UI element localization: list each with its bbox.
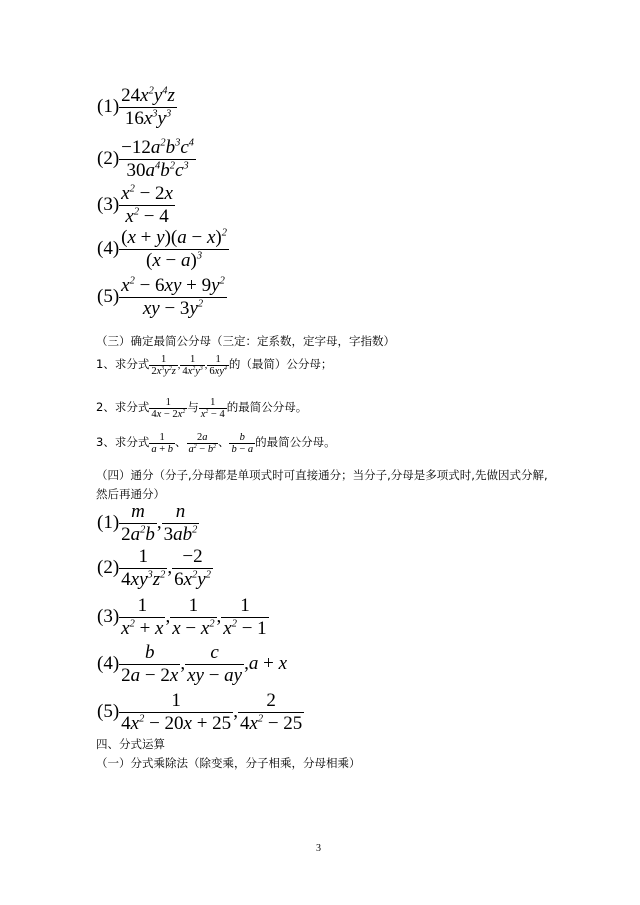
fraction: $\frac{m}{2a^2b}$ (121, 501, 155, 545)
item-label: (3) (97, 605, 120, 627)
fraction: $\frac{1}{x - x^2}$ (172, 595, 215, 639)
item-label: (5) (97, 285, 120, 307)
fraction: $\frac{b}{2a - 2x}$ (121, 642, 179, 686)
fraction: $\frac{1}{4x - 2x^2}$ (151, 397, 186, 420)
fraction: $\frac{1}{a + b}$ (151, 432, 173, 455)
page-number: 3 (316, 843, 321, 854)
question-prefix: 2、求分式 (96, 399, 150, 414)
simplify-item-2 (97, 137, 196, 182)
question-suffix: 的最简公分母。 (255, 434, 336, 449)
fraction: $\frac{b}{b - a}$ (231, 432, 254, 455)
simplify-item-4 (97, 227, 229, 272)
section3-question-1: 1、求分式 $\frac{1}{2x^3y^2z}$ , $\frac{1}{4x^2y^3}$ , $\frac{1}{6xy^4}$ 的（最简）公分母； (96, 354, 333, 377)
fraction: $\frac{1}{x^2 + x}$ (121, 595, 164, 639)
fraction: $\frac{1}{4xy^3z^2}$ (121, 546, 166, 590)
fraction: $\frac{2}{4x^2 - 25}$ (239, 690, 303, 734)
item-label: (1) (97, 511, 120, 533)
fraction: $\frac{-2}{6x^2y^2}$ (174, 546, 211, 590)
item-label: (5) (97, 700, 120, 722)
item-label: (2) (97, 556, 120, 578)
item-label: (3) (97, 193, 120, 215)
item-label: (4) (97, 237, 120, 259)
fraction: $\frac{x^2 - 6xy + 9y^2}{xy - 3y^2}$ (121, 275, 225, 319)
part4-heading: 四、分式运算 (96, 737, 165, 751)
simplify-item-3 (97, 183, 175, 228)
fraction: $\frac{1}{x^2 - 4}$ (200, 397, 225, 420)
common-denominator-item-2: (2) $\frac{1}{4xy^3z^2}$ , $\frac{-2}{6x^2y^2}$ (97, 546, 211, 590)
part4-sub-heading: （一）分式乘除法（除变乘，分子相乘，分母相乘） (96, 756, 361, 770)
fraction: $\frac{(x + y)(a - x)^2}{(x - a)^3}$ (121, 227, 227, 271)
section4-heading-line2: 然后再通分） (96, 487, 165, 501)
question-prefix: 3、求分式 (96, 434, 150, 449)
simplify-item-5 (97, 275, 227, 320)
question-suffix: 的最简公分母。 (226, 399, 308, 414)
section3-question-2 (96, 397, 307, 420)
fraction: $\frac{2a}{a^2 - b^2}$ (188, 432, 216, 455)
common-denominator-item-4: (4) $\frac{b}{2a - 2x}$ , $\frac{c}{xy - ay}$ ,a + x (97, 642, 287, 686)
fraction: $\frac{1}{6xy^4}$ (209, 354, 227, 377)
fraction: $\frac{1}{4x^2 - 20x + 25}$ (121, 690, 232, 734)
question-suffix: 的（最简）公分母； (228, 356, 333, 371)
question-mid: 与 (187, 399, 199, 414)
section3-heading: （三）确定最简公分母（三定：定系数，定字母，字指数） (96, 334, 395, 348)
section3-question-3: 3、求分式 $\frac{1}{a + b}$ 、 $\frac{2a}{a^2 - b^2}$ 、 $\frac{b}{b - a}$ 的最简公分母。 (96, 432, 336, 455)
section4-heading-line1: （四）通分（分子,分母都是单项式时可直接通分；当分子,分母是多项式时,先做因式分解, (96, 468, 548, 482)
fraction: $\frac{1}{2x^3y^2z}$ (151, 354, 176, 377)
fraction: $\frac{c}{xy - ay}$ (187, 642, 243, 686)
item-label: (4) (97, 652, 120, 674)
fraction: $\frac{1}{x^2 - 1}$ (223, 595, 267, 639)
fraction: $\frac{1}{4x^2y^3}$ (182, 354, 203, 377)
fraction: $\frac{x^2 - 2x}{x^2 - 4}$ (121, 183, 173, 227)
fraction: $\frac{n}{3ab^2}$ (163, 501, 198, 545)
common-denominator-item-3: (3) $\frac{1}{x^2 + x}$ , $\frac{1}{x - x^2}$ , $\frac{1}{x^2 - 1}$ (97, 595, 267, 639)
item-label: (1) (97, 95, 120, 117)
common-denominator-item-1: (1) $\frac{m}{2a^2b}$ , $\frac{n}{3ab^2}$ (97, 501, 198, 545)
fraction: $\frac{24x^2y^4z}{16x^3y^3}$ (121, 85, 175, 129)
common-denominator-item-5: (5) $\frac{1}{4x^2 - 20x + 25}$ , $\frac{2}{4x^2 - 25}$ (97, 690, 303, 734)
fraction: $\frac{-12a^2b^3c^4}{30a^4b^2c^3}$ (121, 137, 194, 181)
simplify-item-1 (97, 85, 177, 130)
question-prefix: 1、求分式 (96, 356, 150, 371)
item-label: (2) (97, 147, 120, 169)
